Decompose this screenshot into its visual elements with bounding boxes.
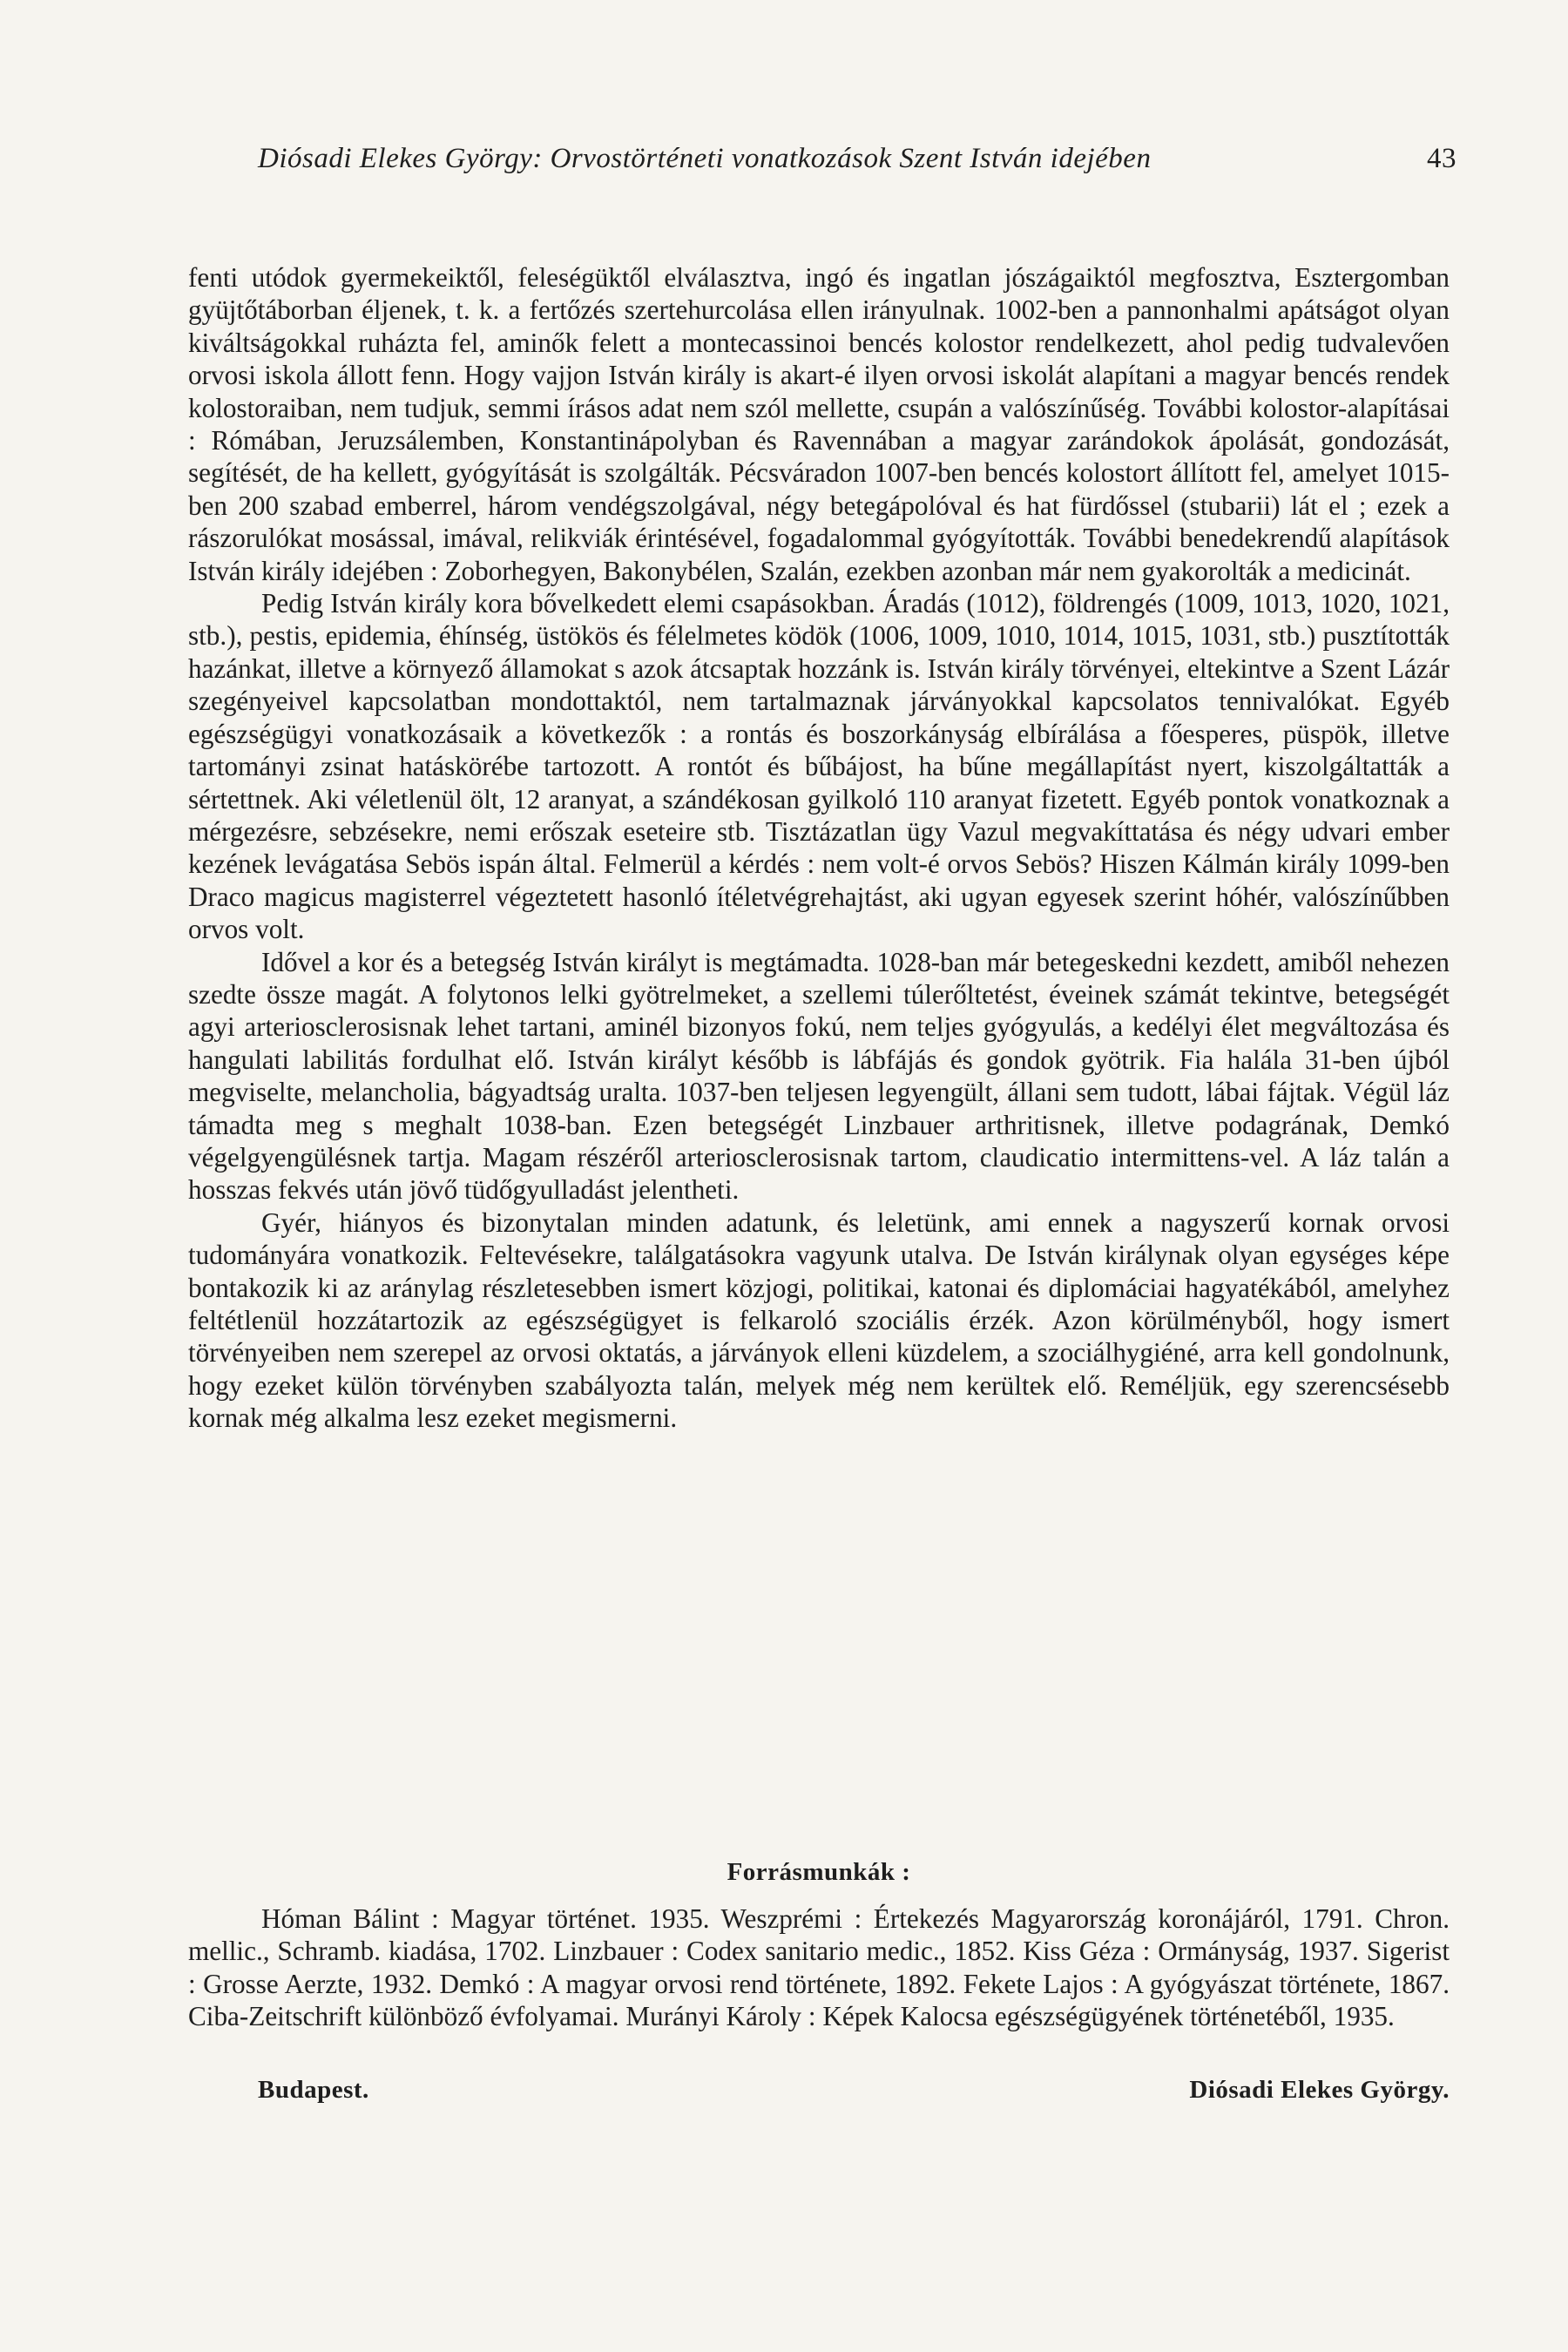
paragraph-4: Gyér, hiányos és bizonytalan minden adatunk, és leletünk, ami ennek a nagyszerű kornak orvosi tudományára vonatkozik. Feltevésekre, találgatásokra vagyunk utalva. De István királynak olyan egységes képe bontakozik ki az aránylag részletesebben ismert közjogi, politikai, katonai és diplomáciai hagyatékából, amelyhez feltétlenül hozzátartozik az egészségügyet is felkaroló szociális érzék. Azon körülményből, hogy ismert törvényeiben nem szerepel az orvosi oktatás, a járványok elleni küzdelem, a szociálhygiéné, arra kell gondolnunk, hogy ezeket külön törvényben szabályozta talán, melyek még nem kerültek elő. Reméljük, egy szerencsésebb kornak még alkalma lesz ezeket megismerni. bbox=[188, 1206, 1450, 1434]
running-head bbox=[258, 143, 1456, 175]
signature-place: Budapest. bbox=[258, 2076, 369, 2104]
sources-list: Hóman Bálint : Magyar történet. 1935. Weszprémi : Értekezés Magyarország koronájáról, 1791. Chron. mellic., Schramb. kiadása, 1702. Linzbauer : Codex sanitario medic., 1852. Kiss Géza : Ormányság, 1937. Sigerist : Grosse Aerzte, 1932. Demkó : A magyar orvosi rend története, 1892. Fekete Lajos : A gyógyászat története, 1867. Ciba-Zeitschrift különböző évfolyamai. Murányi Károly : Képek Kalocsa egészségügyének történetéből, 1935. bbox=[188, 1903, 1450, 2032]
sources-heading: Forrásmunkák : bbox=[727, 1858, 911, 1886]
paragraph-2: Pedig István király kora bővelkedett elemi csapásokban. Áradás (1012), földrengés (1009, 1013, 1020, 1021, stb.), pestis, epidemia, éhínség, üstökös és félelmetes ködök (1006, 1009, 1010, 1014, 1015, 1031, stb.) pusztították hazánkat, illetve a környező államokat s azok átcsaptak hozzánk is. István király törvényei, eltekintve a Szent Lázár szegényeivel kapcsolatban mondottaktól, nem tartalmaznak járványokkal kapcsolatos tennivalókat. Egyéb egészségügyi vonatkozásaik a következők : a rontás és boszorkányság elbírálása a főesperes, püspök, illetve tartományi zsinat hatáskörébe tartozott. A rontót és bűbájost, ha bűne megállapítást nyert, kiszolgáltatták a sértettnek. Aki véletlenül ölt, 12 aranyat, a szándékosan gyilkoló 110 aranyat fizetett. Egyéb pontok vonatkoznak a mérgezésre, sebzésekre, nemi erőszak eseteire stb. Tisztázatlan ügy Vazul megvakíttatása és négy udvari ember kezének levágatása Sebös ispán által. Felmerül a kérdés : nem volt-é orvos Sebös? Hiszen Kálmán király 1099-ben Draco magicus magisterrel végeztetett hasonló ítéletvégrehajtást, aki ugyan egyesek szerint hóhér, valószínűbben orvos volt. bbox=[188, 588, 1450, 945]
signature-author: Diósadi Elekes György. bbox=[1189, 2076, 1450, 2104]
signature bbox=[258, 2076, 1450, 2105]
running-head-title: Diósadi Elekes György: Orvostörténeti vonatkozások Szent István idejében bbox=[258, 143, 1152, 174]
article-body bbox=[188, 261, 1450, 1435]
paragraph-1: fenti utódok gyermekeiktől, feleségüktől elválasztva, ingó és ingatlan jószágaiktól megfosztva, Esztergomban gyüjtőtáborban éljenek, t. k. a fertőzés szertehurcolása ellen irányulnak. 1002-ben a pannonhalmi apátságot olyan kiváltságokkal ruházta fel, aminők felett a montecassinoi bencés kolostor rendelkezett, ahol pedig tudvalevően orvosi iskola állott fenn. Hogy vajjon István király is akart-é ilyen orvosi iskolát alapítani a magyar bencés rendek kolostoraiban, nem tudjuk, semmi írásos adat nem szól mellette, csupán a valószínűség. További kolostor-alapításai : Rómában, Jeruzsálemben, Konstantinápolyban és Ravennában a magyar zarándokok ápolását, gondozását, segítését, de ha kellett, gyógyítását is szolgálták. Pécsváradon 1007-ben bencés kolostort állított fel, amelyet 1015-ben 200 szabad emberrel, három vendégszolgával, négy betegápolóval és hat fürdőssel (stubarii) lát el ; ezek a rászorulókat mosással, imával, relikviák érintésével, fogadalommal gyógyították. További benedekrendű alapítások István király idejében : Zoborhegyen, Bakonybélen, Szalán, ezekben azonban már nem gyakorolták a medicinát. bbox=[188, 262, 1450, 586]
page-number: 43 bbox=[1427, 143, 1456, 174]
paragraph-3: Idővel a kor és a betegség István királyt is megtámadta. 1028-ban már betegeskedni kezdett, amiből nehezen szedte össze magát. A folytonos lelki gyötrelmeket, a szellemi túlerőltetést, éveinek számát tekintve, betegségét agyi arteriosclerosisnak lehet tartani, aminél bizonyos fokú, nem teljes gyógyulás, a kedélyi élet megváltozása és hangulati labilitás fordulhat elő. István királyt később is lábfájás és gondok gyötrik. Fia halála 31-ben újból megviselte, melancholia, bágyadtság uralta. 1037-ben teljesen legyengült, állani sem tudott, lábai fájtak. Végül láz támadta meg s meghalt 1038-ban. Ezen betegségét Linzbauer arthritisnek, illetve podagrának, Demkó végelgyengülésnek tartja. Magam részéről arteriosclerosisnak tartom, claudicatio intermittens-vel. A láz talán a hosszas fekvés után jövő tüdőgyulladást jelentheti. bbox=[188, 946, 1450, 1206]
